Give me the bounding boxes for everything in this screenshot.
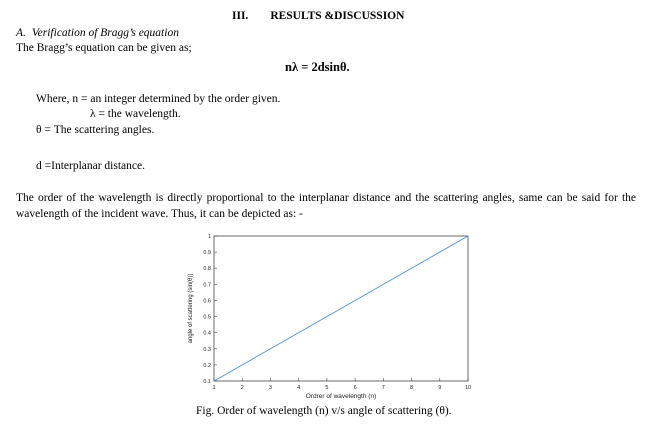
subsection-letter: A. (16, 27, 26, 39)
section-heading (232, 10, 404, 22)
intro-text: The Bragg’s equation can be given as; (16, 42, 192, 54)
x-tick-label: 4 (297, 385, 301, 391)
x-tick-label: 10 (464, 385, 472, 391)
x-tick-label: 1 (212, 385, 216, 391)
y-axis-label: angle of scattering (sin(θ)) (188, 273, 194, 344)
y-tick-label: 0.4 (203, 330, 211, 337)
definition-n: Where, n = an integer determined by the order given. (36, 93, 281, 105)
x-tick-label: 2 (240, 385, 244, 391)
body-paragraph: The order of the wavelength is directly proportional to the interplanar distance and the scattering angles, same can be said for the wavelength of the incident wave. Thus, it can be depicted as: - (16, 192, 636, 220)
subsection-title: Verification of Bragg’s equation (31, 27, 179, 39)
x-tick-label: 7 (381, 385, 385, 391)
x-tick-label: 5 (325, 385, 329, 391)
y-tick-label: 0.7 (203, 282, 211, 289)
y-tick-label: 0.5 (203, 314, 211, 321)
y-tick-label: 0.2 (203, 362, 211, 369)
y-tick-label: 0.9 (203, 250, 211, 257)
y-tick-label: 0.6 (203, 298, 211, 305)
definition-lambda: λ = the wavelength. (90, 108, 181, 120)
x-tick-label: 3 (268, 385, 272, 391)
y-tick-label: 1 (207, 234, 211, 240)
y-tick-label: 0.3 (203, 346, 211, 353)
y-tick-label: 0.8 (203, 266, 211, 273)
y-tick-label: 0.1 (203, 379, 211, 385)
series-line (214, 236, 468, 381)
x-tick-label: 8 (410, 385, 414, 391)
line-chart (178, 228, 488, 404)
bragg-equation: nλ = 2dsinθ. (285, 60, 350, 74)
section-number: III. (232, 10, 249, 22)
subsection-heading (16, 27, 179, 39)
section-title: RESULTS &DISCUSSION (270, 10, 405, 22)
x-tick-label: 9 (438, 385, 442, 391)
x-axis-label: Ordrer of wavelength (n) (305, 393, 377, 400)
x-tick-label: 6 (353, 385, 357, 391)
figure-caption: Fig. Order of wavelength (n) v/s angle of scattering (θ). (196, 405, 452, 417)
definition-theta: θ = The scattering angles. (36, 124, 155, 136)
figure (178, 228, 488, 409)
definition-d: d =Interplanar distance. (36, 160, 145, 172)
